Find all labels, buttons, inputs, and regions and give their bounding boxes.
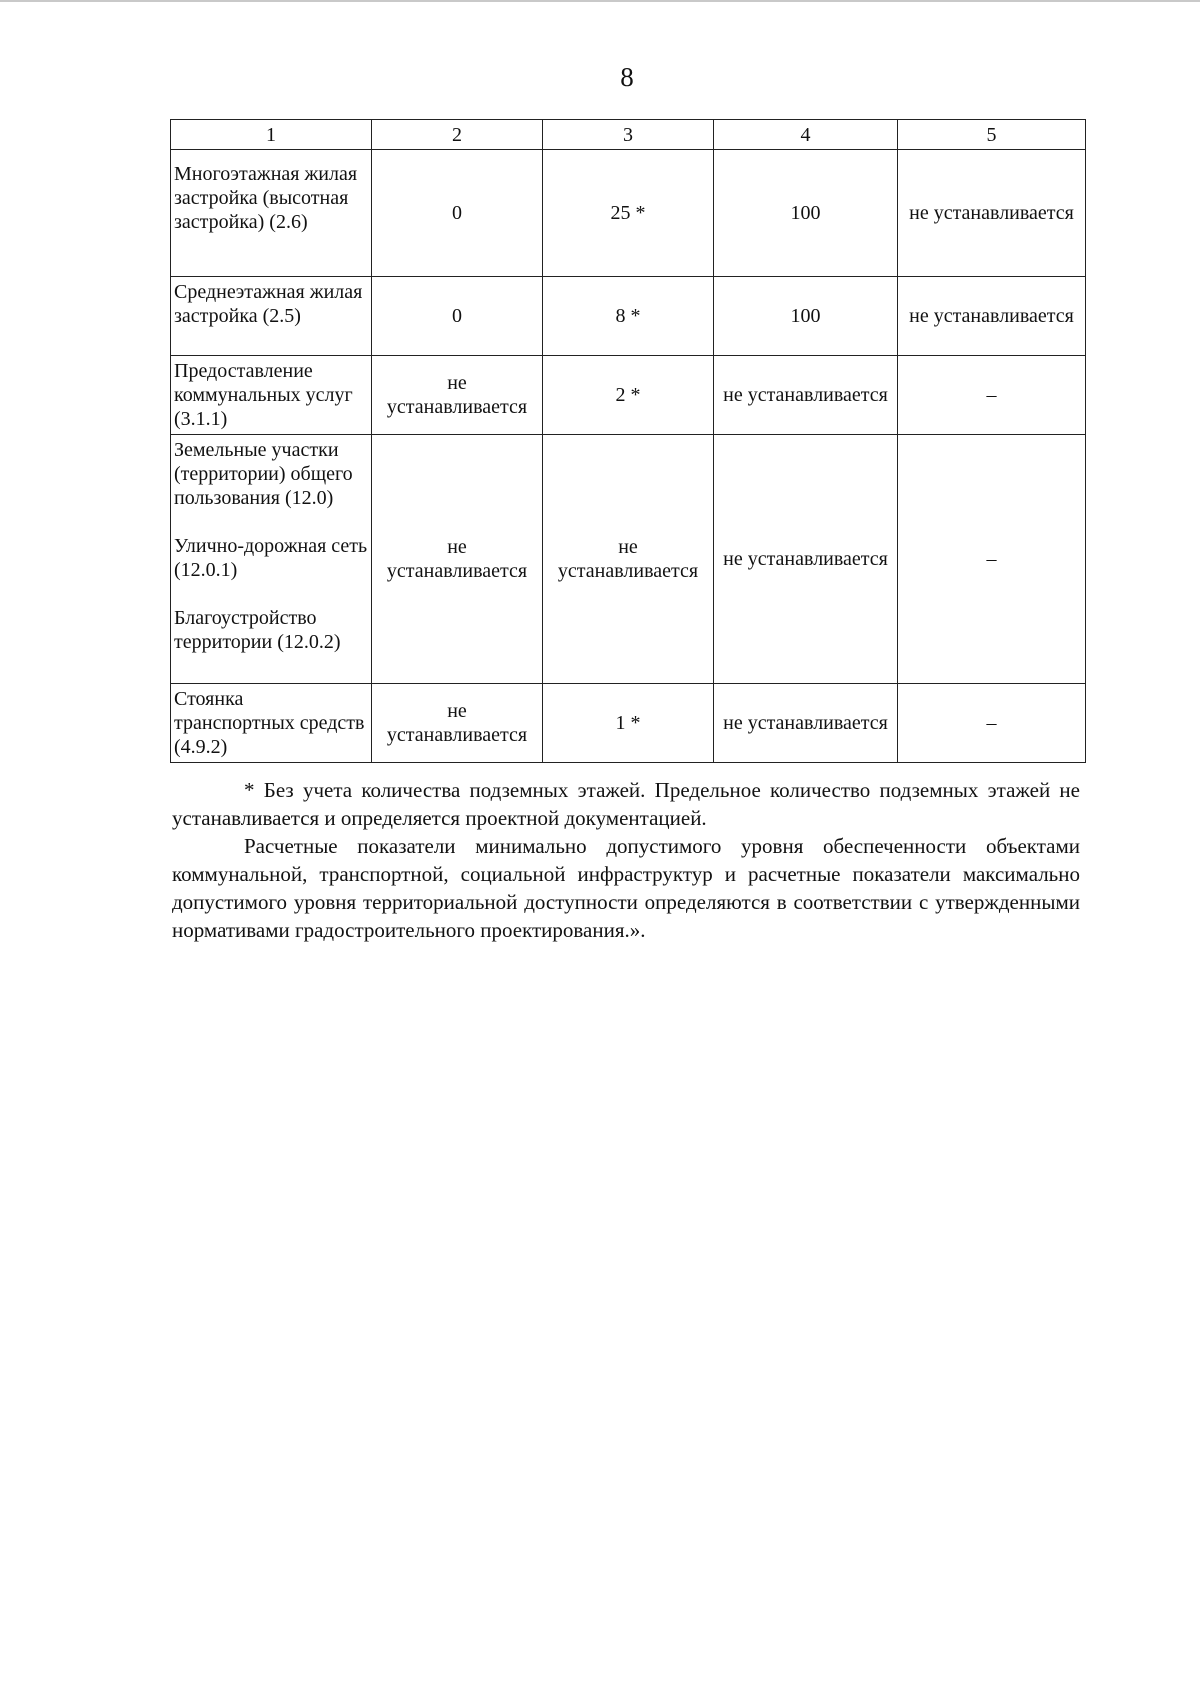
table-row [171,150,1086,277]
page-number: 8 [620,62,634,92]
land-use-name: Улично-дорожная сеть (12.0.1) [174,535,368,581]
max-floors-cell: 25 * [543,150,714,277]
max-floors-cell: 8 * [543,277,714,356]
table-header-row [171,120,1086,150]
min-floors-cell: не устанавливается [372,684,543,763]
setback-cell: – [898,435,1086,684]
land-use-name: Многоэтажная жилая застройка (высотная застройка) (2.6) [174,163,358,233]
max-coverage-cell: не устанавливается [714,435,898,684]
max-coverage-cell: не устанавливается [714,356,898,435]
max-coverage-cell: 100 [714,277,898,356]
table-header-cell: 3 [543,120,714,150]
setback-cell: – [898,684,1086,763]
setback-cell: не устанавливается [898,277,1086,356]
land-use-name: Стоянка транспортных средств (4.9.2) [174,688,365,758]
min-floors-cell: 0 [372,277,543,356]
table-header-cell: 5 [898,120,1086,150]
land-use-name-cell [171,150,372,277]
table-row [171,277,1086,356]
max-floors-cell: 2 * [543,356,714,435]
land-use-name: Земельные участки (территории) общего пользования (12.0) [174,439,353,509]
table-row [171,356,1086,435]
setback-cell: – [898,356,1086,435]
land-use-name: Среднеэтажная жилая застройка (2.5) [174,281,363,327]
table-row [171,435,1086,684]
setback-cell: не устанавливается [898,150,1086,277]
min-floors-cell: 0 [372,150,543,277]
max-floors-cell: 1 * [543,684,714,763]
table-header-cell: 2 [372,120,543,150]
closing-paragraph: Расчетные показатели минимально допустимого уровня обеспеченности объектами коммунальной, транспортной, социальной инфраструктур и расчетные показатели максимально допустимого уровня территориальной доступности определяются в соответствии с утвержденными нормативами градостроительного проектирования.». [172,834,1080,942]
scan-edge [0,0,1200,2]
max-coverage-cell: не устанавливается [714,684,898,763]
regulations-table [170,119,1086,763]
max-coverage-cell: 100 [714,150,898,277]
table-header-cell: 4 [714,120,898,150]
min-floors-cell: не устанавливается [372,356,543,435]
table-row [171,684,1086,763]
land-use-name-cell [171,356,372,435]
land-use-name: Благоустройство территории (12.0.2) [174,607,341,653]
table-header-cell: 1 [171,120,372,150]
max-floors-cell: не устанавливается [543,435,714,684]
min-floors-cell: не устанавливается [372,435,543,684]
land-use-name-cell [171,435,372,684]
asterisk-footnote: * Без учета количества подземных этажей. Предельное количество подземных этажей не устанавливается и определяется проектной документацией. [172,778,1080,830]
land-use-name-cell [171,684,372,763]
land-use-name-cell [171,277,372,356]
land-use-name: Предоставление коммунальных услуг (3.1.1) [174,360,353,430]
